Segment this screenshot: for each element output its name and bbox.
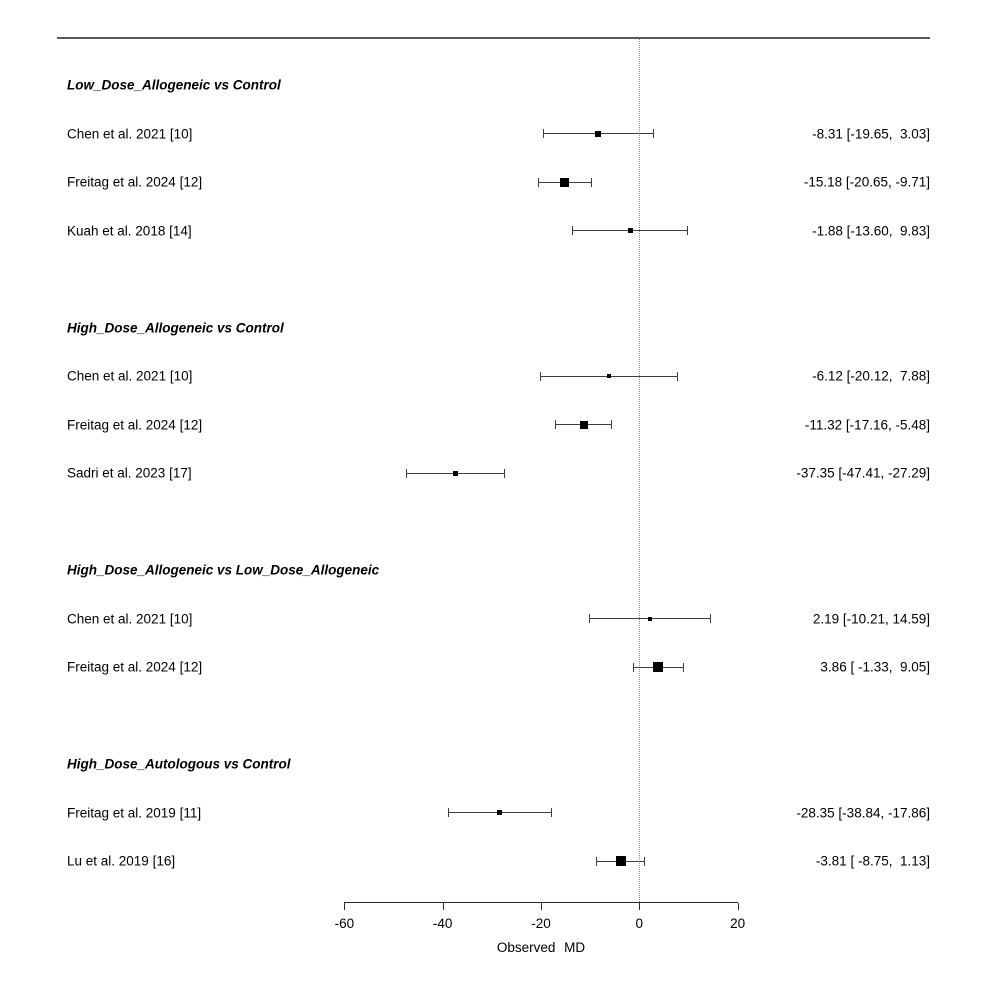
ci-cap-lower [538,178,539,187]
ci-cap-upper [591,178,592,187]
reference-line [639,39,640,902]
x-axis-title: Observed MD [496,940,586,955]
point-marker [653,662,663,672]
ci-cap-upper [551,808,552,817]
x-axis-tick [639,903,640,910]
ci-cap-lower [448,808,449,817]
estimate-annotation: -28.35 [-38.84, -17.86] [796,805,930,820]
top-rule [57,37,930,39]
study-label: Lu et al. 2019 [16] [67,853,176,869]
x-axis-tick-label: -60 [334,916,355,931]
ci-cap-upper [683,663,684,672]
estimate-annotation: -8.31 [-19.65, 3.03] [812,126,930,141]
x-axis-tick [443,903,444,910]
ci-cap-lower [406,469,407,478]
point-marker [560,178,569,187]
point-marker [453,471,458,476]
point-marker [607,374,611,378]
estimate-annotation: -3.81 [ -8.75, 1.13] [815,853,930,869]
ci-cap-lower [555,420,556,429]
estimate-annotation: 3.86 [ -1.33, 9.05] [820,659,930,675]
x-axis-tick-label: -40 [432,916,453,931]
estimate-annotation: -37.35 [-47.41, -27.29] [796,465,930,481]
ci-cap-lower [540,372,541,381]
ci-cap-upper [644,857,645,866]
ci-cap-upper [677,372,678,381]
study-label: Freitag et al. 2019 [11] [67,805,202,820]
x-axis-tick [738,903,739,910]
x-axis-tick-label: 0 [635,916,644,931]
estimate-annotation: -6.12 [-20.12, 7.88] [812,368,930,384]
point-marker [628,228,633,233]
ci-cap-lower [633,663,634,672]
section-header: High_Dose_Autologous vs Control [67,756,291,772]
point-marker [648,617,652,621]
ci-cap-upper [653,129,654,138]
estimate-annotation: -1.88 [-13.60, 9.83] [812,223,930,238]
study-label: Chen et al. 2021 [10] [67,611,193,626]
estimate-annotation: -11.32 [-17.16, -5.48] [804,417,930,432]
point-marker [616,856,626,866]
study-label: Chen et al. 2021 [10] [67,126,193,141]
x-axis-tick [541,903,542,910]
ci-cap-upper [611,420,612,429]
ci-cap-lower [572,226,573,235]
study-label: Kuah et al. 2018 [14] [67,223,192,238]
section-header: High_Dose_Allogeneic vs Control [67,320,284,335]
section-header: Low_Dose_Allogeneic vs Control [67,77,281,93]
study-label: Freitag et al. 2024 [12] [67,417,203,432]
ci-cap-upper [710,614,711,623]
ci-cap-lower [596,857,597,866]
study-label: Freitag et al. 2024 [12] [67,659,203,675]
ci-cap-lower [543,129,544,138]
point-marker [595,131,601,137]
estimate-annotation: 2.19 [-10.21, 14.59] [812,611,930,626]
point-marker [497,810,502,815]
study-label: Freitag et al. 2024 [12] [67,174,203,190]
point-marker [580,421,588,429]
study-label: Sadri et al. 2023 [17] [67,465,192,481]
x-axis-tick [344,903,345,910]
x-axis-tick-label: -20 [531,916,551,931]
ci-cap-upper [687,226,688,235]
estimate-annotation: -15.18 [-20.65, -9.71] [803,174,930,190]
study-label: Chen et al. 2021 [10] [67,368,193,384]
section-header: High_Dose_Allogeneic vs Low_Dose_Allogeneic [67,562,380,578]
ci-cap-upper [504,469,505,478]
ci-cap-lower [589,614,590,623]
x-axis-tick-label: 20 [730,916,746,931]
